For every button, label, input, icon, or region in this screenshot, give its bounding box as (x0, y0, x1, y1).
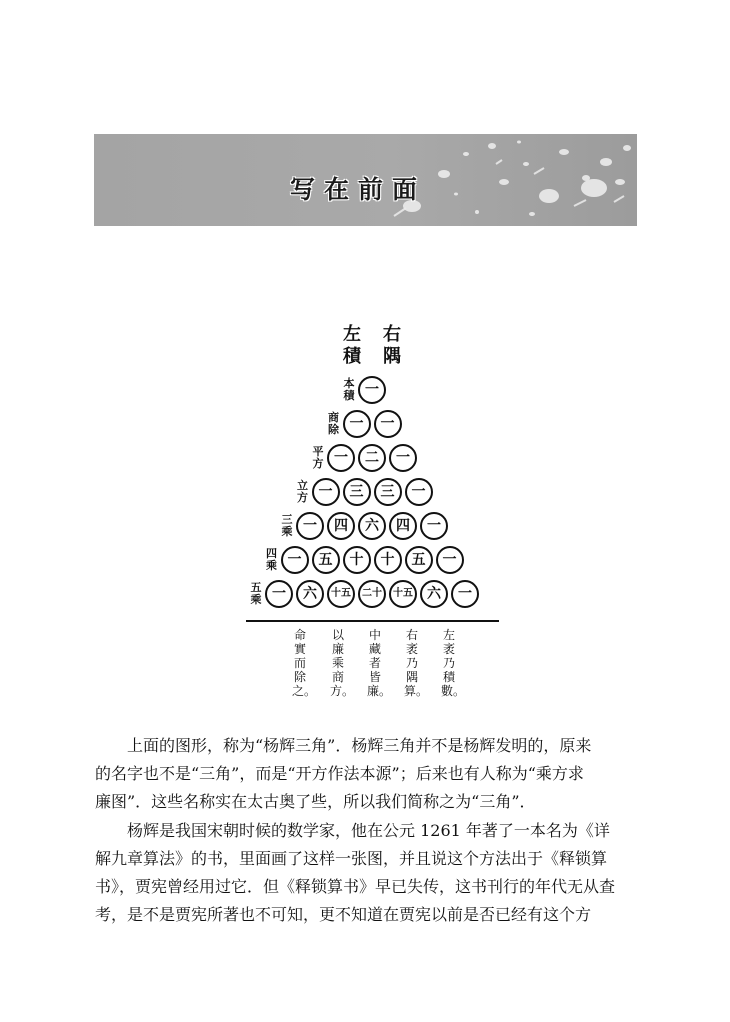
note-char: 皆 (368, 670, 381, 684)
row-label-char: 方 (312, 457, 324, 470)
note-char: 袤 (405, 642, 418, 656)
column-header-bottom: 隅 (383, 346, 401, 367)
note-char: 乘 (331, 656, 344, 670)
triangle-cell: 六 (420, 580, 448, 608)
triangle-cell: 三 (343, 478, 371, 506)
row-label-char: 乘 (250, 593, 262, 606)
note-char: 而 (293, 656, 306, 670)
row-label-char: 三 (281, 513, 293, 526)
triangle-cell: 十 (374, 546, 402, 574)
triangle-cell: 二十 (358, 580, 386, 608)
note-char: 廉 (331, 642, 344, 656)
note-char: 實 (293, 642, 306, 656)
row-label-char: 除 (328, 423, 339, 436)
note-char: 積 (442, 670, 455, 684)
triangle-cell: 一 (436, 546, 464, 574)
row-label-char: 五 (250, 581, 262, 594)
row-label (280, 514, 294, 538)
row-label (342, 378, 356, 402)
paragraph-line: 廉图”．这些名称实在太古奥了些，所以我们简称之为“三角”． (95, 792, 536, 811)
row-label-char: 四 (266, 547, 277, 560)
paragraph-line: 上面的图形，称为“杨辉三角”．杨辉三角并不是杨辉发明的，原来 (95, 736, 592, 755)
vertical-note (330, 628, 355, 698)
row-label-char: 立 (297, 479, 308, 492)
chapter-title: 写在前面 (290, 175, 427, 204)
triangle-cell: 六 (358, 512, 386, 540)
column-header (341, 324, 363, 368)
note-char: 之。 (292, 684, 317, 698)
triangle-cell: 四 (327, 512, 355, 540)
note-char: 以 (331, 628, 344, 642)
column-header (381, 324, 403, 368)
triangle-cell: 四 (389, 512, 417, 540)
triangle-cell: 六 (296, 580, 324, 608)
vertical-note (404, 628, 429, 698)
row-label-char: 方 (297, 491, 308, 504)
triangle-cell: 五 (405, 546, 433, 574)
row-label-char: 商 (328, 411, 339, 424)
paragraph-line: 的名字也不是“三角”，而是“开方作法本源”；后来也有人称为“乘方求 (95, 764, 584, 783)
note-char: 算。 (404, 684, 429, 698)
note-char: 廉。 (367, 684, 392, 698)
triangle-cell: 一 (265, 580, 293, 608)
triangle-cell: 五 (312, 546, 340, 574)
column-header-top: 右 (383, 324, 401, 345)
triangle-cell: 一 (405, 478, 433, 506)
column-header-bottom: 積 (343, 346, 361, 367)
paragraph-line: 考，是不是贾宪所著也不可知，更不知道在贾宪以前是否已经有这个方 (95, 905, 592, 924)
vertical-note (367, 628, 392, 698)
triangle-cell: 二 (358, 444, 386, 472)
column-header-top: 左 (343, 324, 361, 345)
triangle-cell: 十五 (327, 580, 355, 608)
paragraph (95, 732, 635, 816)
note-char: 除 (293, 670, 306, 684)
triangle-cell: 一 (374, 410, 402, 438)
note-char: 乃 (405, 656, 418, 670)
triangle-cell: 一 (312, 478, 340, 506)
row-label-char: 乘 (281, 525, 293, 538)
note-char: 數。 (441, 684, 466, 698)
row-label-char: 本 (343, 377, 355, 390)
triangle-cell: 十 (343, 546, 371, 574)
vertical-note (441, 628, 466, 698)
row-label-char: 平 (312, 445, 324, 458)
row-label (296, 480, 310, 504)
note-char: 命 (293, 628, 306, 642)
paragraph-line: 书》，贾宪曾经用过它．但《释锁算书》早已失传，这书刊行的年代无从查 (95, 877, 616, 896)
note-char: 袤 (442, 642, 455, 656)
triangle-cell: 十五 (389, 580, 417, 608)
paragraph (95, 817, 635, 929)
vertical-note (292, 628, 317, 698)
triangle-cell: 一 (281, 546, 309, 574)
triangle-cell: 一 (451, 580, 479, 608)
note-char: 乃 (442, 656, 455, 670)
figure-divider (246, 620, 499, 622)
paragraph-line: 解九章算法》的书，里面画了这样一张图，并且说这个方法出于《释锁算 (95, 849, 608, 868)
triangle-cell: 一 (420, 512, 448, 540)
note-char: 方。 (330, 684, 355, 698)
triangle-cell: 一 (389, 444, 417, 472)
row-label (327, 412, 341, 436)
triangle-cell: 三 (374, 478, 402, 506)
triangle-cell: 一 (327, 444, 355, 472)
row-label-char: 乘 (266, 559, 277, 572)
note-char: 右 (405, 628, 418, 642)
row-label-char: 積 (343, 389, 355, 402)
triangle-cell: 一 (358, 376, 386, 404)
note-char: 藏 (368, 642, 381, 656)
triangle-cell: 一 (343, 410, 371, 438)
row-label (249, 582, 263, 606)
note-char: 左 (442, 628, 455, 642)
note-char: 商 (331, 670, 344, 684)
paragraph-line: 杨辉是我国宋朝时候的数学家，他在公元 1261 年著了一本名为《详 (95, 821, 610, 840)
triangle-cell: 一 (296, 512, 324, 540)
note-char: 者 (368, 656, 381, 670)
note-char: 中 (368, 628, 381, 642)
note-char: 隅 (405, 670, 418, 684)
row-label (265, 548, 279, 572)
row-label (311, 446, 325, 470)
